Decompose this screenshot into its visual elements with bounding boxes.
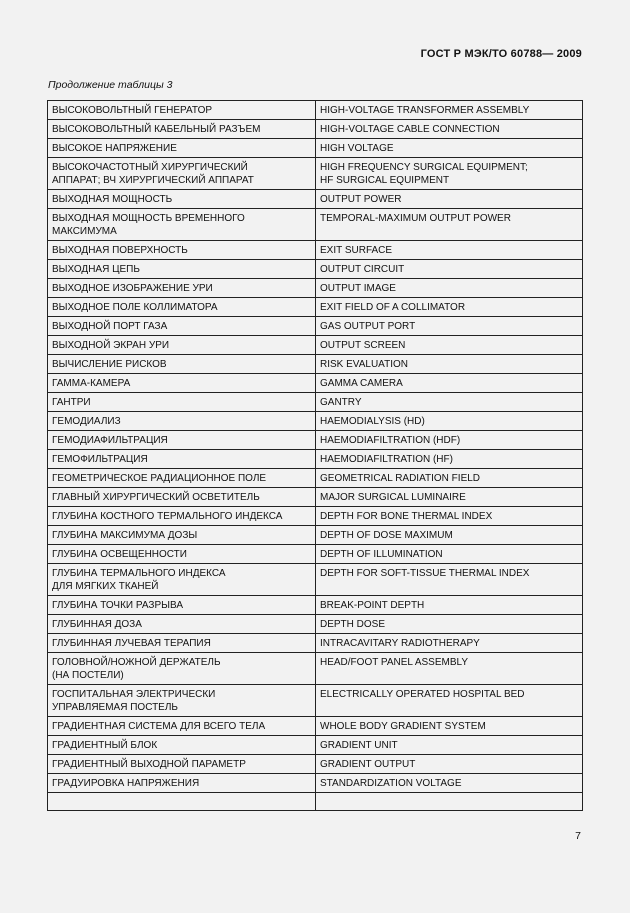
english-term-cell: EXIT SURFACE xyxy=(316,241,583,260)
english-term-cell: HEAD/FOOT PANEL ASSEMBLY xyxy=(316,653,583,685)
russian-term-cell: ГРАДУИРОВКА НАПРЯЖЕНИЯ xyxy=(48,774,316,793)
table-row xyxy=(48,190,583,209)
russian-term-cell: ГЛУБИНА ТОЧКИ РАЗРЫВА xyxy=(48,596,316,615)
english-term-cell: HIGH VOLTAGE xyxy=(316,139,583,158)
table-row xyxy=(48,431,583,450)
russian-term-cell: ГЕМОДИАФИЛЬТРАЦИЯ xyxy=(48,431,316,450)
empty-cell xyxy=(48,793,316,811)
russian-term-cell: ВЫХОДНОЕ ИЗОБРАЖЕНИЕ УРИ xyxy=(48,279,316,298)
russian-term-cell: ГРАДИЕНТНАЯ СИСТЕМА ДЛЯ ВСЕГО ТЕЛА xyxy=(48,717,316,736)
english-term-cell: MAJOR SURGICAL LUMINAIRE xyxy=(316,488,583,507)
table-row xyxy=(48,736,583,755)
table-row xyxy=(48,545,583,564)
table-row xyxy=(48,469,583,488)
table-row xyxy=(48,158,583,190)
english-term-cell: RISK EVALUATION xyxy=(316,355,583,374)
table-row xyxy=(48,336,583,355)
table-row xyxy=(48,120,583,139)
english-term-cell: OUTPUT CIRCUIT xyxy=(316,260,583,279)
english-term-cell: DEPTH OF ILLUMINATION xyxy=(316,545,583,564)
english-term-cell: INTRACAVITARY RADIOTHERAPY xyxy=(316,634,583,653)
english-term-cell: GANTRY xyxy=(316,393,583,412)
english-term-cell: DEPTH OF DOSE MAXIMUM xyxy=(316,526,583,545)
english-term-cell: STANDARDIZATION VOLTAGE xyxy=(316,774,583,793)
table-row xyxy=(48,355,583,374)
russian-term-cell: ГЛУБИННАЯ ДОЗА xyxy=(48,615,316,634)
table-row xyxy=(48,717,583,736)
russian-term-cell: ГРАДИЕНТНЫЙ ВЫХОДНОЙ ПАРАМЕТР xyxy=(48,755,316,774)
table-row xyxy=(48,634,583,653)
russian-term-cell: ГЛУБИНА ОСВЕЩЕННОСТИ xyxy=(48,545,316,564)
russian-term-cell: ГЛАВНЫЙ ХИРУРГИЧЕСКИЙ ОСВЕТИТЕЛЬ xyxy=(48,488,316,507)
russian-term-cell: ГЛУБИННАЯ ЛУЧЕВАЯ ТЕРАПИЯ xyxy=(48,634,316,653)
english-term-cell: DEPTH FOR SOFT-TISSUE THERMAL INDEX xyxy=(316,564,583,596)
table-row xyxy=(48,596,583,615)
english-term-cell: WHOLE BODY GRADIENT SYSTEM xyxy=(316,717,583,736)
english-term-cell: HIGH FREQUENCY SURGICAL EQUIPMENT; HF SURGICAL EQUIPMENT xyxy=(316,158,583,190)
russian-term-cell: ВЫСОКОВОЛЬТНЫЙ ГЕНЕРАТОР xyxy=(48,101,316,120)
russian-term-cell: ГАНТРИ xyxy=(48,393,316,412)
english-term-cell: GAS OUTPUT PORT xyxy=(316,317,583,336)
russian-term-cell: ВЫХОДНАЯ ПОВЕРХНОСТЬ xyxy=(48,241,316,260)
table-row xyxy=(48,488,583,507)
table-row xyxy=(48,526,583,545)
english-term-cell: OUTPUT SCREEN xyxy=(316,336,583,355)
table-row xyxy=(48,685,583,717)
russian-term-cell: ВЫСОКОВОЛЬТНЫЙ КАБЕЛЬНЫЙ РАЗЪЕМ xyxy=(48,120,316,139)
empty-cell xyxy=(316,793,583,811)
russian-term-cell: ВЫХОДНОЙ ЭКРАН УРИ xyxy=(48,336,316,355)
english-term-cell: DEPTH FOR BONE THERMAL INDEX xyxy=(316,507,583,526)
table-row xyxy=(48,317,583,336)
table-row xyxy=(48,564,583,596)
english-term-cell: OUTPUT POWER xyxy=(316,190,583,209)
table-row xyxy=(48,139,583,158)
russian-term-cell: ГЕОМЕТРИЧЕСКОЕ РАДИАЦИОННОЕ ПОЛЕ xyxy=(48,469,316,488)
russian-term-cell: ГЛУБИНА ТЕРМАЛЬНОГО ИНДЕКСА ДЛЯ МЯГКИХ ТКАНЕЙ xyxy=(48,564,316,596)
russian-term-cell: ВЫХОДНАЯ МОЩНОСТЬ xyxy=(48,190,316,209)
russian-term-cell: ВЫСОКОЕ НАПРЯЖЕНИЕ xyxy=(48,139,316,158)
table-row xyxy=(48,101,583,120)
english-term-cell: HAEMODIAFILTRATION (HDF) xyxy=(316,431,583,450)
terms-table-body xyxy=(48,101,583,811)
english-term-cell: TEMPORAL-MAXIMUM OUTPUT POWER xyxy=(316,209,583,241)
table-row xyxy=(48,393,583,412)
terms-table xyxy=(47,100,583,811)
table-row xyxy=(48,279,583,298)
russian-term-cell: ГОЛОВНОЙ/НОЖНОЙ ДЕРЖАТЕЛЬ (НА ПОСТЕЛИ) xyxy=(48,653,316,685)
english-term-cell: HAEMODIAFILTRATION (HF) xyxy=(316,450,583,469)
table-row-continuation xyxy=(48,793,583,811)
russian-term-cell: ГРАДИЕНТНЫЙ БЛОК xyxy=(48,736,316,755)
russian-term-cell: ВЫХОДНОЕ ПОЛЕ КОЛЛИМАТОРА xyxy=(48,298,316,317)
document-code-header: ГОСТ Р МЭК/ТО 60788— 2009 xyxy=(420,48,582,60)
table-row xyxy=(48,615,583,634)
table-row xyxy=(48,412,583,431)
russian-term-cell: ГЕМОДИАЛИЗ xyxy=(48,412,316,431)
table-row xyxy=(48,241,583,260)
russian-term-cell: ГЕМОФИЛЬТРАЦИЯ xyxy=(48,450,316,469)
table-row xyxy=(48,755,583,774)
table-row xyxy=(48,374,583,393)
english-term-cell: BREAK-POINT DEPTH xyxy=(316,596,583,615)
russian-term-cell: ВЫХОДНАЯ МОЩНОСТЬ ВРЕМЕННОГО МАКСИМУМА xyxy=(48,209,316,241)
english-term-cell: HIGH-VOLTAGE TRANSFORMER ASSEMBLY xyxy=(316,101,583,120)
russian-term-cell: ГОСПИТАЛЬНАЯ ЭЛЕКТРИЧЕСКИ УПРАВЛЯЕМАЯ ПОСТЕЛЬ xyxy=(48,685,316,717)
english-term-cell: GEOMETRICAL RADIATION FIELD xyxy=(316,469,583,488)
table-continuation-caption: Продолжение таблицы 3 xyxy=(48,79,173,91)
russian-term-cell: ГЛУБИНА МАКСИМУМА ДОЗЫ xyxy=(48,526,316,545)
table-row xyxy=(48,209,583,241)
english-term-cell: GRADIENT OUTPUT xyxy=(316,755,583,774)
english-term-cell: GRADIENT UNIT xyxy=(316,736,583,755)
table-row xyxy=(48,260,583,279)
english-term-cell: DEPTH DOSE xyxy=(316,615,583,634)
table-row xyxy=(48,774,583,793)
russian-term-cell: ВЫХОДНАЯ ЦЕПЬ xyxy=(48,260,316,279)
table-row xyxy=(48,507,583,526)
russian-term-cell: ГАММА-КАМЕРА xyxy=(48,374,316,393)
english-term-cell: GAMMA CAMERA xyxy=(316,374,583,393)
english-term-cell: EXIT FIELD OF A COLLIMATOR xyxy=(316,298,583,317)
english-term-cell: HAEMODIALYSIS (HD) xyxy=(316,412,583,431)
english-term-cell: HIGH-VOLTAGE CABLE CONNECTION xyxy=(316,120,583,139)
english-term-cell: OUTPUT IMAGE xyxy=(316,279,583,298)
russian-term-cell: ВЫЧИСЛЕНИЕ РИСКОВ xyxy=(48,355,316,374)
table-row xyxy=(48,450,583,469)
page-number: 7 xyxy=(575,830,581,842)
table-row xyxy=(48,298,583,317)
russian-term-cell: ВЫСОКОЧАСТОТНЫЙ ХИРУРГИЧЕСКИЙ АППАРАТ; ВЧ ХИРУРГИЧЕСКИЙ АППАРАТ xyxy=(48,158,316,190)
english-term-cell: ELECTRICALLY OPERATED HOSPITAL BED xyxy=(316,685,583,717)
russian-term-cell: ВЫХОДНОЙ ПОРТ ГАЗА xyxy=(48,317,316,336)
russian-term-cell: ГЛУБИНА КОСТНОГО ТЕРМАЛЬНОГО ИНДЕКСА xyxy=(48,507,316,526)
table-row xyxy=(48,653,583,685)
